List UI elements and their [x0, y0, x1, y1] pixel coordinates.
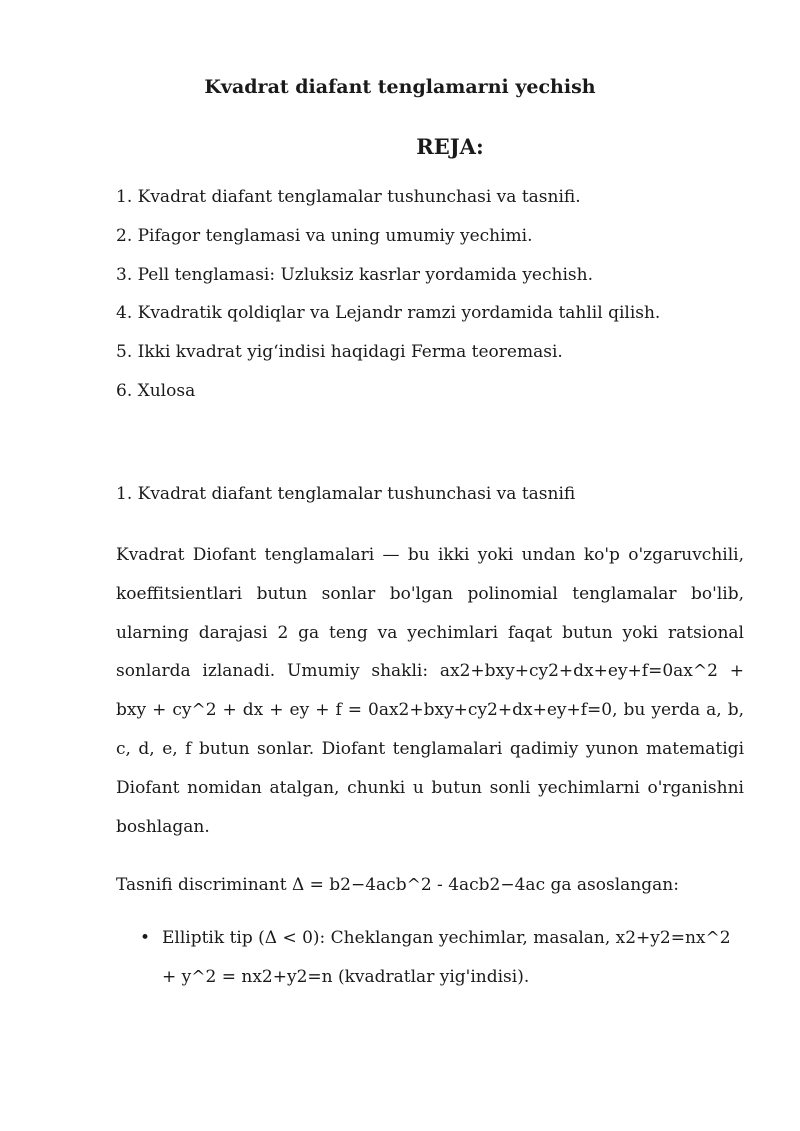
document-title: Kvadrat diafant tenglamarni yechish — [204, 76, 596, 98]
plan-item: 6. Xulosa — [116, 380, 196, 401]
plan-item: 5. Ikki kvadrat yig‘indisi haqidagi Ferma teoremasi. — [116, 342, 563, 363]
bullet-text: Elliptik tip (Δ < 0): Cheklangan yechimlar, masalan, x2+y2=nx^2 + y^2 = nx2+y2=n (kvadratlar yig'indisi). — [162, 928, 731, 987]
plan-item: 2. Pifagor tenglamasi va uning umumiy yechimi. — [116, 225, 533, 246]
plan-item: 3. Pell tenglamasi: Uzluksiz kasrlar yordamida yechish. — [116, 264, 593, 285]
body-paragraph: Kvadrat Diofant tenglamalari — bu ikki yoki undan ko'p o'zgaruvchili, koeffitsientlari butun sonlar bo'lgan polinomial tenglamalar bo'lib, ularning darajasi 2 ga teng va yechimlari faqat butun yoki ratsional sonlarda izlanadi. Umumiy shakli: ax2+bxy+cy2+dx+ey+f=0ax^2 + bxy + cy^2 + dx + ey + f = 0ax2+bxy+cy2+dx+ey+f=0, bu yerda a, b, c, d, e, f butun sonlar. Diofant tenglamalari qadimiy yunon matematigi Diofant nomidan atalgan, chunki u butun sonli yechimlarni o'rganishni boshlagan. — [116, 545, 744, 837]
section-heading: 1. Kvadrat diafant tenglamalar tushunchasi va tasnifi — [116, 484, 576, 504]
bullet-item — [116, 919, 744, 997]
plan-list — [116, 178, 660, 411]
plan-heading: REJA: — [416, 134, 484, 159]
plan-item: 4. Kvadratik qoldiqlar va Lejandr ramzi yordamida tahlil qilish. — [116, 303, 661, 324]
plan-item: 1. Kvadrat diafant tenglamalar tushunchasi va tasnifi. — [116, 187, 581, 207]
bullet-list — [116, 919, 744, 997]
bullet-icon: • — [140, 928, 151, 948]
body-paragraph: Tasnifi discriminant Δ = b2−4acb^2 - 4acb2−4ac ga asoslangan: — [116, 875, 679, 895]
